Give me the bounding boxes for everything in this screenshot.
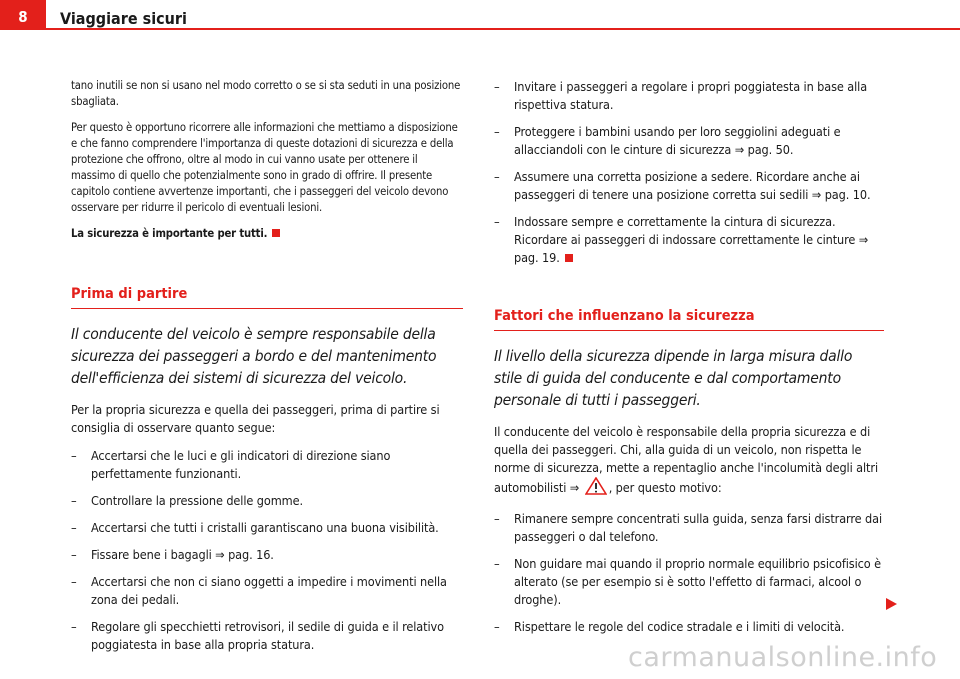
- list-item: – Indossare sempre e correttamente la cintura di sicurezza. Ricordare ai passeggeri di indossare correttamente le cinture ⇒ pag. 19.: [494, 214, 869, 265]
- chapter-title: Viaggiare sicuri: [60, 9, 187, 28]
- list-item: – Rispettare le regole del codice stradale e i limiti di velocità.: [494, 619, 845, 634]
- list-item: – Non guidare mai quando il proprio normale equilibrio psicofisico è alterato (se per esempio si è sotto l'effetto di farmaci, alcool o droghe).: [494, 556, 881, 607]
- paragraph-safety-note: [71, 226, 463, 242]
- section-body: Il conducente del veicolo è responsabile della propria sicurezza e di quella dei passeggeri. Chi, alla guida di un veicolo, non rispetta le norme di sicurezza, mette a repentaglio anche l'incolumità degli altri automobilisti ⇒ , per questo motivo:: [494, 423, 884, 500]
- page-number: 8: [0, 0, 46, 30]
- list-item: – Regolare gli specchietti retrovisori, il sedile di guida e il relativo poggiatesta in base alla propria statura.: [71, 619, 444, 652]
- list-item: – Accertarsi che tutti i cristalli garantiscano una buona visibilità.: [71, 520, 439, 535]
- list-item: – Controllare la pressione delle gomme.: [71, 493, 303, 508]
- list-item: – Invitare i passeggeri a regolare i propri poggiatesta in base alla rispettiva statura.: [494, 79, 868, 112]
- safety-note-text: La sicurezza è importante per tutti.: [71, 227, 268, 240]
- section-end-marker: [272, 229, 280, 237]
- section-body: Per la propria sicurezza e quella dei passeggeri, prima di partire si consiglia di osservare quanto segue:: [71, 402, 440, 435]
- section-end-marker: [565, 254, 573, 262]
- list-item: – Accertarsi che le luci e gli indicatori di direzione siano perfettamente funzionanti.: [71, 448, 391, 481]
- list-item: – Assumere una corretta posizione a sedere. Ricordare anche ai passeggeri di tenere una posizione corretta sui sedili ⇒ pag. 10.: [494, 169, 871, 202]
- right-column: [494, 78, 884, 645]
- paragraph-continued: tano inutili se non si usano nel modo corretto o se si sta seduti in una posizione sbagliata.: [71, 79, 461, 108]
- section-intro: Il conducente del veicolo è sempre responsabile della sicurezza dei passeggeri a bordo e del mantenimento dell'efficienza dei sistemi di sicurezza del veicolo.: [71, 325, 437, 387]
- section-title-fattori: Fattori che influenzano la sicurezza: [494, 308, 884, 331]
- section-title-prima-di-partire: Prima di partire: [71, 286, 463, 309]
- left-column: [71, 78, 463, 663]
- list-item: – Fissare bene i bagagli ⇒ pag. 16.: [71, 547, 274, 562]
- watermark: carmanualsonline.info: [628, 642, 938, 673]
- header-rule: [46, 28, 960, 30]
- paragraph-info: Per questo è opportuno ricorrere alle informazioni che mettiamo a disposizione e che fanno comprendere l'importanza di queste dotazioni di sicurezza e della protezione che offrono, oltre al modo in cui vanno usate per ottenere il massimo di quello che potenzialmente sono in grado di offrire. Il presente capitolo contiene avvertenze importanti, che i passeggeri del veicolo devono osservare per ridurre il pericolo di eventuali lesioni.: [71, 121, 458, 214]
- continue-arrow-icon: [884, 596, 898, 615]
- section-intro: Il livello della sicurezza dipende in larga misura dallo stile di guida del conducente e dal comportamento personale di tutti i passeggeri.: [494, 347, 853, 409]
- checklist-continued: [494, 78, 884, 267]
- checklist: [71, 447, 463, 654]
- list-item: – Proteggere i bambini usando per loro seggiolini adeguati e allacciandoli con le cinture di sicurezza ⇒ pag. 50.: [494, 124, 841, 157]
- warning-icon: [585, 477, 607, 500]
- list-item: – Accertarsi che non ci siano oggetti a impedire i movimenti nella zona dei pedali.: [71, 574, 447, 607]
- checklist-safety: [494, 510, 884, 636]
- list-item: – Rimanere sempre concentrati sulla guida, senza farsi distrarre dai passeggeri o dal telefono.: [494, 511, 883, 544]
